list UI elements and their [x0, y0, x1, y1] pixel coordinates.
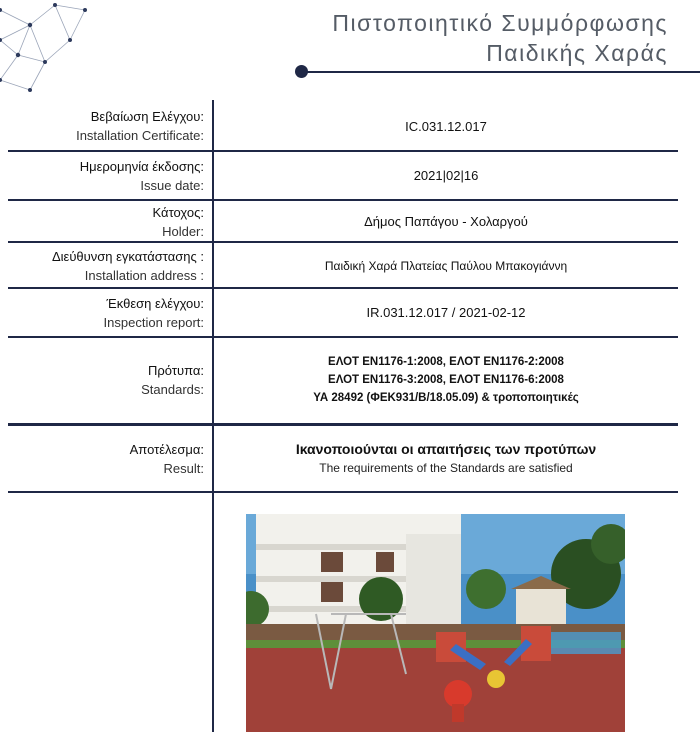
issue-date-value: 2021|02|16	[413, 168, 479, 183]
standard-line: ΥΑ 28492 (ΦΕΚ931/Β/18.05.09) & τροποποιητικές	[313, 392, 579, 404]
result-value	[214, 440, 678, 478]
standard-line: ΕΛΟΤ EN1176-3:2008, ΕΛΟΤ EN1176-6:2008	[328, 374, 564, 386]
column-divider	[212, 100, 214, 732]
row-divider	[8, 336, 678, 338]
issue-date-label: Ημερομηνία έκδοσης: Issue date:	[79, 159, 204, 193]
divider-dot	[295, 65, 308, 78]
inspection-report-label: Έκθεση ελέγχου: Inspection report:	[103, 296, 204, 330]
row-divider	[8, 287, 678, 289]
holder-label: Κάτοχος: Holder:	[152, 205, 204, 239]
holder-value: Δήμος Παπάγου - Χολαργού	[364, 214, 528, 229]
standard-line: ΕΛΟΤ EN1176-1:2008, ΕΛΟΤ EN1176-2:2008	[328, 356, 564, 368]
result-english: The requirements of the Standards are satisfied	[319, 461, 573, 475]
page-title-line1: Πιστοποιητικό Συμμόρφωσης	[332, 10, 668, 36]
row-divider	[8, 241, 678, 243]
playground-photo	[246, 514, 625, 732]
result-greek: Ικανοποιούνται οι απαιτήσεις των προτύπων	[295, 441, 597, 457]
standards-value	[214, 353, 678, 407]
address-label: Διεύθυνση εγκατάστασης : Installation address :	[51, 249, 204, 283]
inspection-report-value: IR.031.12.017 / 2021-02-12	[366, 305, 526, 320]
row-divider	[8, 423, 678, 426]
row-divider	[8, 150, 678, 152]
row-divider	[8, 491, 678, 493]
network-graphic-icon	[0, 0, 100, 100]
standards-label: Πρότυπα: Standards:	[141, 363, 204, 397]
result-label: Αποτέλεσμα: Result:	[129, 442, 204, 476]
row-divider	[8, 199, 678, 201]
page-title-line2: Παιδικής Χαράς	[486, 40, 668, 66]
certificate-label: Βεβαίωση Ελέγχου: Installation Certificate:	[76, 109, 204, 143]
address-value: Παιδική Χαρά Πλατείας Παύλου Μπακογιάννη	[324, 259, 568, 273]
certificate-value: IC.031.12.017	[405, 119, 487, 134]
title-divider	[302, 71, 700, 73]
